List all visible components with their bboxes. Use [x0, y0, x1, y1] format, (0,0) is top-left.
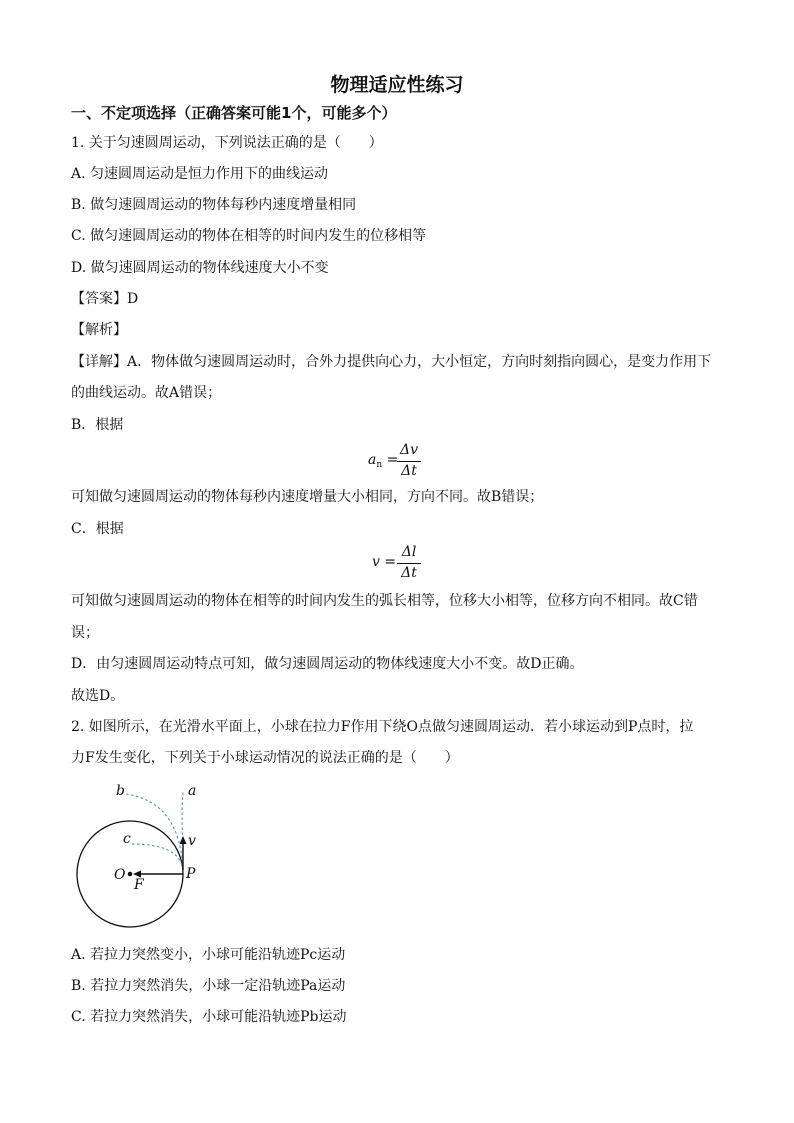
formula-b-subscript: n: [376, 460, 383, 470]
formula-b-equals: =: [382, 452, 399, 468]
formula-c-denominator: Δt: [401, 565, 417, 581]
q1-d-conclusion: D．由匀速圆周运动特点可知，做匀速圆周运动的物体线速度大小不变。故D正确。: [71, 656, 584, 672]
label-c: c: [123, 831, 131, 847]
formula-b-denominator: Δt: [401, 463, 417, 479]
q1-stem: 1. 关于匀速圆周运动，下列说法正确的是（ ）: [71, 135, 383, 151]
formula-linear-velocity: [372, 544, 428, 584]
formula-centripetal-acceleration: [368, 442, 428, 482]
circular-motion-diagram: [70, 780, 220, 930]
q1-option-a: A. 匀速圆周运动是恒力作用下的曲线运动: [71, 166, 329, 182]
label-v: v: [188, 833, 196, 849]
q1-detail-line-1: 【详解】A．物体做匀速圆周运动时，合外力提供向心力，大小恒定，方向时刻指向圆心，是变力作用下: [71, 354, 712, 370]
formula-c-fraction-bar: [397, 563, 421, 564]
section-heading: 一、不定项选择（正确答案可能1个，可能多个）: [71, 104, 397, 122]
label-p: P: [186, 866, 196, 882]
q1-b-conclusion: 可知做匀速圆周运动的物体每秒内速度增量大小相同，方向不同。故B错误；: [71, 489, 544, 505]
page-title: 物理适应性练习: [330, 74, 464, 96]
q2-stem-line-2: 力F发生变化，下列关于小球运动情况的说法正确的是（ ）: [71, 750, 459, 766]
q1-detail-line-2: 的曲线运动。故A错误；: [71, 385, 222, 401]
center-point-o: [128, 872, 133, 877]
formula-c-lhs: v: [372, 554, 380, 570]
formula-c-equals: =: [379, 554, 397, 570]
formula-c-numerator: Δl: [401, 544, 417, 560]
formula-b-lhs: a: [368, 452, 377, 468]
q2-option-b: B. 若拉力突然消失，小球一定沿轨迹Pa运动: [71, 978, 346, 994]
q2-option-c: C. 若拉力突然消失，小球可能沿轨迹Pb运动: [71, 1009, 347, 1025]
label-b: b: [116, 783, 125, 799]
label-a: a: [188, 783, 197, 799]
formula-b-fraction-bar: [397, 461, 421, 462]
q1-c-conclusion-line-2: 误；: [71, 625, 99, 641]
trajectory-b: [126, 794, 183, 870]
q1-analysis-label: 【解析】: [71, 322, 127, 338]
q2-stem-line-1: 2. 如图所示，在光滑水平面上，小球在拉力F作用下绕O点做匀速圆周运动．若小球运动到P点时，拉: [71, 719, 694, 735]
q1-final-choice: 故选D。: [71, 688, 125, 704]
q1-option-d: D. 做匀速圆周运动的物体线速度大小不变: [71, 260, 329, 276]
q1-b-intro: B．根据: [71, 417, 124, 433]
q1-answer: 【答案】D: [71, 291, 139, 307]
velocity-arrowhead: [180, 836, 187, 844]
q1-option-b: B. 做匀速圆周运动的物体每秒内速度增量相同: [71, 197, 357, 213]
trajectory-c: [132, 844, 183, 870]
q1-option-c: C. 做匀速圆周运动的物体在相等的时间内发生的位移相等: [71, 228, 427, 244]
q1-c-conclusion-line-1: 可知做匀速圆周运动的物体在相等的时间内发生的弧长相等，位移大小相等，位移方向不相同。故C错: [71, 593, 698, 609]
label-f: F: [134, 877, 144, 893]
q2-option-a: A. 若拉力突然变小，小球可能沿轨迹Pc运动: [71, 947, 346, 963]
label-o: O: [114, 867, 126, 883]
q1-c-intro: C．根据: [71, 521, 124, 537]
formula-b-numerator: Δv: [399, 442, 419, 458]
